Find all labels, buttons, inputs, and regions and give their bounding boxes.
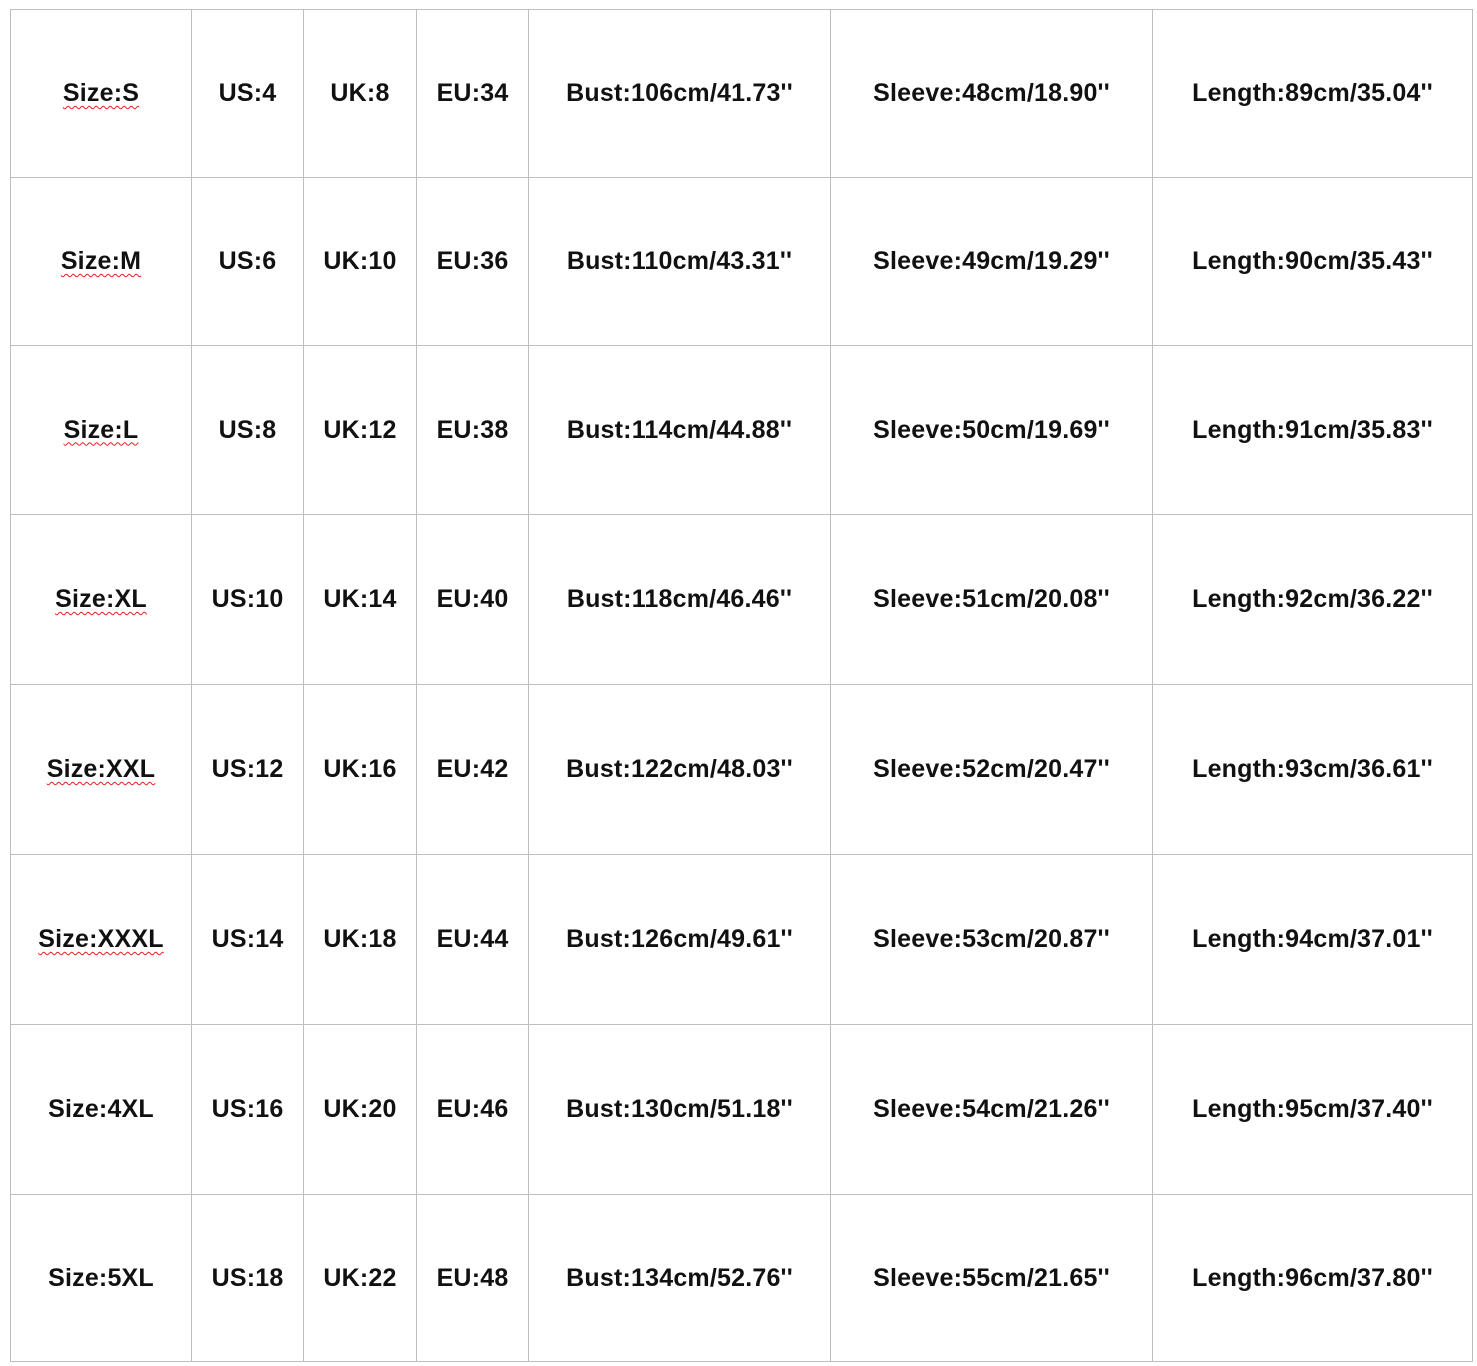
length-cell: Length:91cm/35.83'' [1153,346,1473,515]
length-cell: Length:92cm/36.22'' [1153,515,1473,685]
size-label: Size:XXXL [38,925,164,953]
uk-size-cell: UK:18 [304,855,417,1025]
length-cell: Length:90cm/35.43'' [1153,178,1473,346]
sleeve-cell: Sleeve:51cm/20.08'' [831,515,1153,685]
size-label: Size:L [63,415,139,444]
eu-size-cell: EU:38 [417,346,529,515]
size-label: Size:XL [55,585,147,613]
length-cell: Length:93cm/36.61'' [1153,685,1473,855]
sleeve-cell: Sleeve:55cm/21.65'' [831,1195,1153,1362]
uk-size-cell: UK:22 [304,1195,417,1362]
eu-size-cell: EU:48 [417,1195,529,1362]
size-label: Size:XXL [46,755,156,783]
us-size-cell: US:10 [192,515,304,685]
sleeve-cell: Sleeve:48cm/18.90'' [831,10,1153,178]
size-label: Size:5XL [48,1263,154,1292]
table-row [11,346,1473,515]
us-size-cell: US:16 [192,1025,304,1195]
size-cell [11,1195,192,1362]
table-row [11,10,1473,178]
eu-size-cell: EU:44 [417,855,529,1025]
us-size-cell: US:14 [192,855,304,1025]
size-label: Size:4XL [48,1095,154,1123]
sleeve-cell: Sleeve:49cm/19.29'' [831,178,1153,346]
table-row [11,515,1473,685]
us-size-cell: US:4 [192,10,304,178]
eu-size-cell: EU:46 [417,1025,529,1195]
bust-cell: Bust:106cm/41.73'' [529,10,831,178]
bust-cell: Bust:126cm/49.61'' [529,855,831,1025]
us-size-cell: US:8 [192,346,304,515]
size-chart-table [10,9,1473,1362]
bust-cell: Bust:114cm/44.88'' [529,346,831,515]
bust-cell: Bust:118cm/46.46'' [529,515,831,685]
length-cell: Length:96cm/37.80'' [1153,1195,1473,1362]
uk-size-cell: UK:12 [304,346,417,515]
size-cell [11,10,192,178]
bust-cell: Bust:134cm/52.76'' [529,1195,831,1362]
size-cell [11,685,192,855]
us-size-cell: US:12 [192,685,304,855]
size-cell [11,515,192,685]
eu-size-cell: EU:34 [417,10,529,178]
uk-size-cell: UK:20 [304,1025,417,1195]
eu-size-cell: EU:42 [417,685,529,855]
uk-size-cell: UK:14 [304,515,417,685]
size-chart-body [11,10,1473,1362]
length-cell: Length:94cm/37.01'' [1153,855,1473,1025]
uk-size-cell: UK:8 [304,10,417,178]
length-cell: Length:89cm/35.04'' [1153,10,1473,178]
bust-cell: Bust:122cm/48.03'' [529,685,831,855]
size-label: Size:M [60,247,142,275]
size-cell [11,346,192,515]
uk-size-cell: UK:16 [304,685,417,855]
eu-size-cell: EU:40 [417,515,529,685]
sleeve-cell: Sleeve:54cm/21.26'' [831,1025,1153,1195]
size-cell [11,1025,192,1195]
table-row [11,1195,1473,1362]
sleeve-cell: Sleeve:50cm/19.69'' [831,346,1153,515]
table-row [11,855,1473,1025]
table-row [11,685,1473,855]
size-cell [11,178,192,346]
sleeve-cell: Sleeve:53cm/20.87'' [831,855,1153,1025]
eu-size-cell: EU:36 [417,178,529,346]
length-cell: Length:95cm/37.40'' [1153,1025,1473,1195]
table-row [11,1025,1473,1195]
size-label: Size:S [62,79,140,107]
size-cell [11,855,192,1025]
bust-cell: Bust:130cm/51.18'' [529,1025,831,1195]
uk-size-cell: UK:10 [304,178,417,346]
bust-cell: Bust:110cm/43.31'' [529,178,831,346]
us-size-cell: US:18 [192,1195,304,1362]
us-size-cell: US:6 [192,178,304,346]
sleeve-cell: Sleeve:52cm/20.47'' [831,685,1153,855]
table-row [11,178,1473,346]
